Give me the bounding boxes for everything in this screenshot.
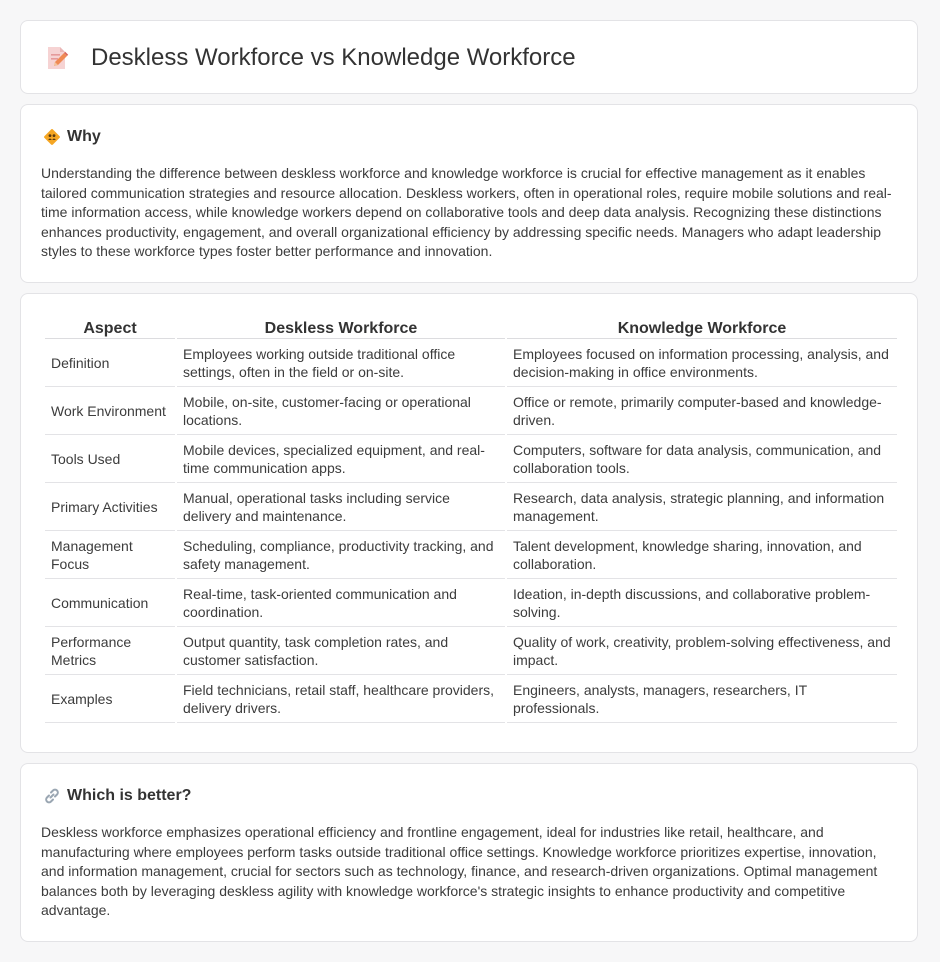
aspect-cell: Primary Activities [45,483,175,531]
title-row [45,43,576,73]
deskless-cell: Manual, operational tasks including service delivery and maintenance. [177,483,505,531]
which-better-section [20,763,918,942]
title-card [20,20,918,94]
deskless-cell: Scheduling, compliance, productivity tracking, and safety management. [177,531,505,579]
better-heading-row [43,786,191,806]
deskless-cell: Mobile, on-site, customer-facing or operational locations. [177,387,505,435]
table-row [45,675,897,723]
table-row [45,435,897,483]
table-row [45,339,897,387]
header-aspect: Aspect [45,315,175,339]
deskless-cell: Output quantity, task completion rates, and customer satisfaction. [177,627,505,675]
table-header-row [45,315,897,339]
table-row [45,531,897,579]
diamond-people-icon [43,128,61,146]
deskless-cell: Field technicians, retail staff, healthcare providers, delivery drivers. [177,675,505,723]
table-row [45,627,897,675]
deskless-cell: Employees working outside traditional office settings, often in the field or on-site. [177,339,505,387]
knowledge-cell: Computers, software for data analysis, communication, and collaboration tools. [507,435,897,483]
better-body: Deskless workforce emphasizes operational efficiency and frontline engagement, ideal for industries like retail, healthcare, and manufacturing where employees perform tasks outside traditional office settings. Knowledge workforce prioritizes expertise, innovation, and information management, crucial for sectors such as technology, finance, and research-driven organizations. Optimal management balances both by leveraging deskless agility with knowledge workforce's strategic insights to enhance productivity and competitive advantage. [41,824,878,919]
comparison-section [20,293,918,753]
link-icon [43,787,61,805]
why-heading: Why [67,128,101,145]
knowledge-cell: Office or remote, primarily computer-based and knowledge-driven. [507,387,897,435]
header-deskless: Deskless Workforce [177,315,505,339]
table-row [45,387,897,435]
deskless-cell: Real-time, task-oriented communication and coordination. [177,579,505,627]
aspect-cell: Examples [45,675,175,723]
aspect-cell: Performance Metrics [45,627,175,675]
knowledge-cell: Ideation, in-depth discussions, and collaborative problem-solving. [507,579,897,627]
header-knowledge: Knowledge Workforce [507,315,897,339]
knowledge-cell: Talent development, knowledge sharing, innovation, and collaboration. [507,531,897,579]
better-heading: Which is better? [67,787,192,804]
knowledge-cell: Employees focused on information processing, analysis, and decision-making in office environments. [507,339,897,387]
aspect-cell: Work Environment [45,387,175,435]
aspect-cell: Management Focus [45,531,175,579]
aspect-cell: Definition [45,339,175,387]
aspect-cell: Tools Used [45,435,175,483]
table-row [45,483,897,531]
aspect-cell: Communication [45,579,175,627]
knowledge-cell: Quality of work, creativity, problem-solving effectiveness, and impact. [507,627,897,675]
why-heading-row [43,127,101,147]
knowledge-cell: Engineers, analysts, managers, researchers, IT professionals. [507,675,897,723]
comparison-table [43,315,899,723]
deskless-cell: Mobile devices, specialized equipment, and real-time communication apps. [177,435,505,483]
why-section [20,104,918,283]
why-body: Understanding the difference between deskless workforce and knowledge workforce is crucial for effective management as it enables tailored communication strategies and resource allocation. Deskless workers, often in operational roles, require mobile solutions and real-time information access, while knowledge workers depend on collaborative tools and deep data analysis. Recognizing these distinctions enhances productivity, engagement, and overall organizational efficiency by addressing specific needs. Managers who adapt leadership styles to these workforce types foster better performance and innovation. [41,165,892,260]
page-title: Deskless Workforce vs Knowledge Workforce [91,44,576,71]
knowledge-cell: Research, data analysis, strategic planning, and information management. [507,483,897,531]
table-row [45,579,897,627]
pencil-document-icon [45,45,69,71]
